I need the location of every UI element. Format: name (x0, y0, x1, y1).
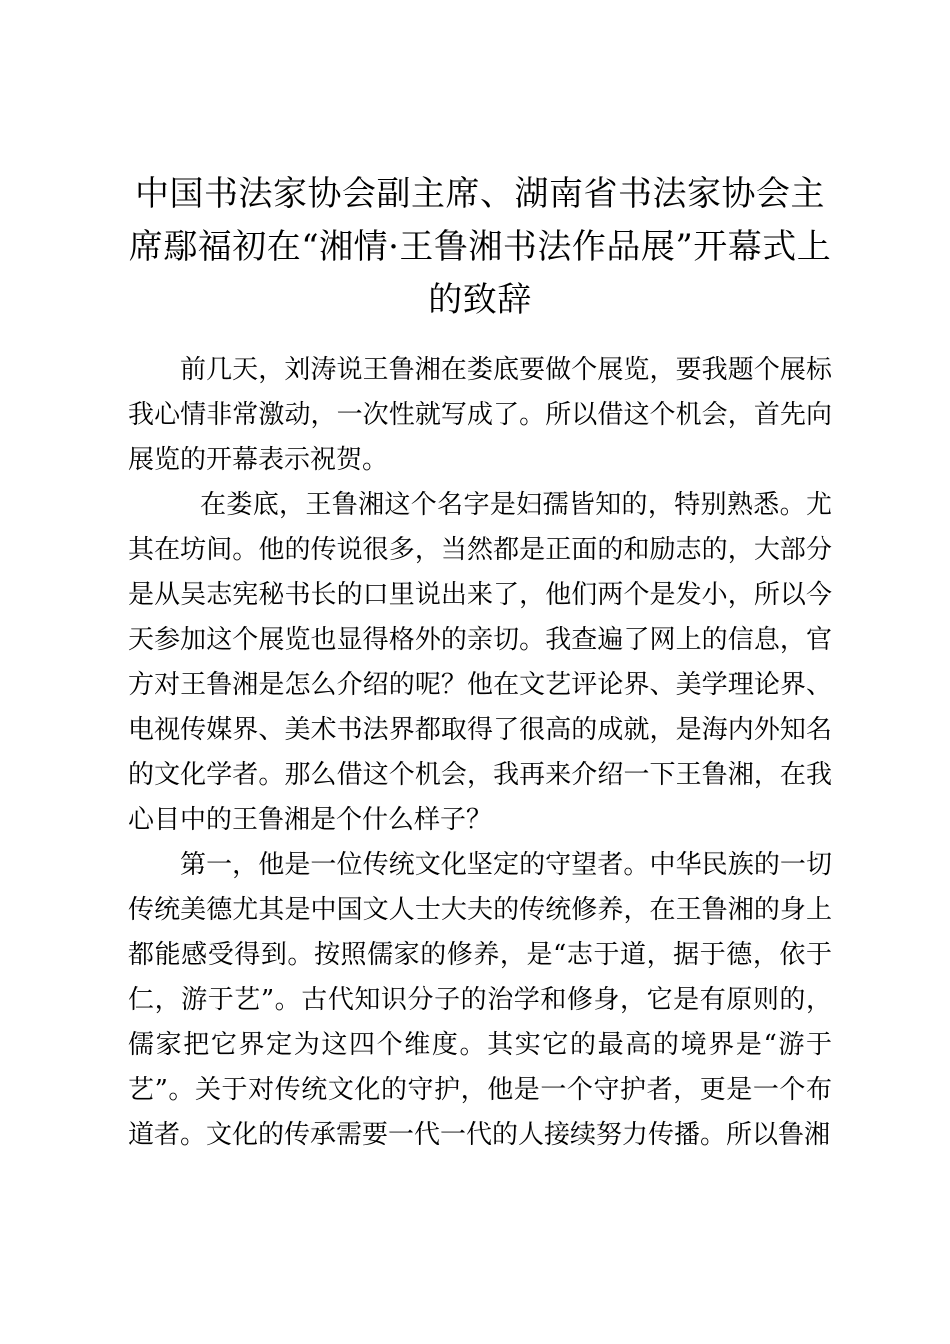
paragraph-1: 前几天，刘涛说王鲁湘在娄底要做个展览，要我题个展标我心情非常激动，一次性就写成了。所以借这个机会，首先向展览的开幕表示祝贺。 (128, 355, 832, 475)
paragraph-2: 在娄底，王鲁湘这个名字是妇孺皆知的，特别熟悉。尤其在坊间。他的传说很多，当然都是正面的和励志的，大部分是从吴志宪秘书长的口里说出来了，他们两个是发小，所以今天参加这个展览也显得格外的亲切。我查遍了网上的信息，官方对王鲁湘是怎么介绍的呢？他在文艺评论界、美学理论界、电视传媒界、美术书法界都取得了很高的成就，是海内外知名的文化学者。那么借这个机会，我再来介绍一下王鲁湘，在我心目中的王鲁湘是个什么样子？ (128, 490, 832, 835)
document-title: 中国书法家协会副主席、湖南省书法家协会主席鄢福初在“湘情·王鲁湘书法作品展”开幕式上的致辞 (128, 174, 832, 320)
paragraph-3: 第一，他是一位传统文化坚定的守望者。中华民族的一切传统美德尤其是中国文人士大夫的传统修养，在王鲁湘的身上都能感受得到。按照儒家的修养，是“志于道，据于德，依于仁，游于艺”。古代知识分子的治学和修身，它是有原则的，儒家把它界定为这四个维度。其实它的最高的境界是“游于艺”。关于对传统文化的守护，他是一个守护者，更是一个布道者。文化的传承需要一代一代的人接续努力传播。所以鲁湘 (128, 850, 832, 1150)
document-body (128, 348, 832, 1158)
